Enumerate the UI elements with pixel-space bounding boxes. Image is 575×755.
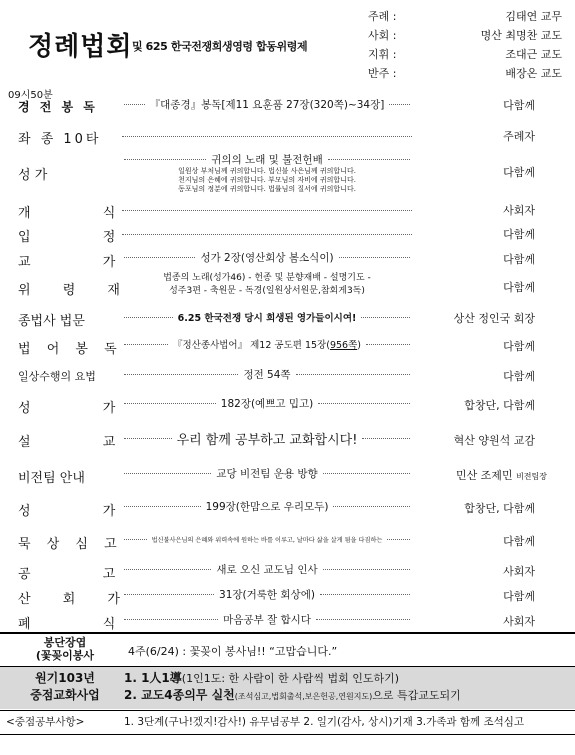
role-row <box>368 46 568 65</box>
program-content: 법신불사은님의 은혜와 위력속에 원하는 바를 이루고, 날마다 삶을 살게 됨을 다짐하는 <box>151 536 383 544</box>
program-label: 공 고 <box>18 567 150 582</box>
start-time: 09시50분 <box>8 90 53 101</box>
program-content: 182장(예쁘고 밉고) <box>220 397 314 410</box>
study-text: 1. 3단계(구나!겠지!감사!) 유무념공부 2. 일기(감사, 상시)기재 3.가족과 함께 조석심고 <box>124 716 525 728</box>
page-subtitle: 및 625 한국전쟁희생영령 합동위령제 <box>132 40 308 53</box>
program-performer: 다함께 <box>503 590 535 603</box>
program-row <box>0 124 575 146</box>
program-row <box>0 609 575 631</box>
program-row <box>0 364 575 386</box>
program-performer: 다함께 <box>503 228 535 241</box>
divider <box>0 710 575 711</box>
role-label: 주례 : <box>368 10 397 23</box>
program-row <box>0 584 575 606</box>
project-items <box>124 670 461 705</box>
program-row <box>0 393 575 415</box>
program-label: 성 가 <box>18 401 150 416</box>
program-performer: 민산 조제민 비전팀장 <box>455 469 547 482</box>
program-performer: 사회자 <box>503 204 535 217</box>
program-content-line: 동포님의 정분에 귀의합니다. 법률님의 질서에 귀의합니다. <box>178 185 356 193</box>
program-row <box>0 247 575 269</box>
program-label: 위 령 재 <box>18 283 134 298</box>
program-label: 개 식 <box>18 206 150 221</box>
program-performer: 다함께 <box>503 370 535 383</box>
program-row <box>0 198 575 220</box>
program-row <box>0 463 575 485</box>
program-content: 우리 함께 공부하고 교화합시다! <box>176 432 358 448</box>
program-label: 법 어 봉 독 <box>18 342 123 357</box>
program-label: 비전팀 안내 <box>18 471 85 486</box>
program-label: 묵 상 심 고 <box>18 537 123 552</box>
program-row <box>0 334 575 356</box>
role-name: 명산 최명찬 교도 <box>480 29 562 42</box>
program-label: 성 가 <box>18 168 48 183</box>
program-label: 일상수행의 요법 <box>18 370 96 383</box>
program-label: 폐 식 <box>18 617 150 632</box>
program-row <box>0 559 575 581</box>
program-content: 199장(한맘으로 우리모두) <box>205 500 329 513</box>
role-label: 사회 : <box>368 29 397 42</box>
role-label: 반주 : <box>368 67 397 80</box>
program-content: 31장(거룩한 회상에) <box>219 588 315 601</box>
program-content: 성가 2장(영산회상 봄소식이) <box>200 251 334 264</box>
program-row <box>0 496 575 518</box>
program-content-line: 법종의 노래(성가46) - 헌종 및 분향재배 - 설명기도 - <box>163 273 371 283</box>
program-label: 경 전 봉 독 <box>18 100 98 114</box>
program-content: 6.25 한국전쟁 당시 희생된 영가들이시여! <box>177 313 357 324</box>
program-row <box>0 529 575 551</box>
program-row <box>0 427 575 451</box>
study-label: <중점공부사항> <box>6 716 85 728</box>
program-performer: 주례자 <box>503 130 535 143</box>
program-performer: 혁산 양원석 교감 <box>453 434 535 447</box>
program-content: 『대종경』봉독[제11 요훈품 27장(320쪽)~34장] <box>149 98 385 111</box>
officiant-list <box>368 8 568 84</box>
program-label: 좌 종 10타 <box>18 132 102 147</box>
program-performer: 다함께 <box>503 535 535 548</box>
program-content: 교당 비전팀 운용 방향 <box>216 467 318 480</box>
program-label: 산 회 가 <box>18 592 134 607</box>
project-label: 원기103년 중점교화사업 <box>30 671 100 702</box>
program-content: 새로 오신 교도님 인사 <box>216 563 318 576</box>
program-performer: 사회자 <box>503 615 535 628</box>
role-name: 조대근 교도 <box>505 48 562 61</box>
program-label: 입 정 <box>18 230 150 245</box>
program-label: 종법사 법문 <box>18 314 85 329</box>
program-content: 마음공부 잘 합시다 <box>223 613 311 626</box>
project-item: 1. 1人1導(1인1도: 한 사람이 한 사람씩 법회 인도하기) <box>124 671 400 685</box>
program-performer: 다함께 <box>503 253 535 266</box>
program-content-line: 일원상 부처님께 귀의합니다. 법신불 사은님께 귀의합니다. <box>178 167 356 175</box>
program-row <box>0 94 575 116</box>
program-content: 『정산종사법어』 제12 공도편 15장(956쪽) <box>173 340 361 351</box>
program-label: 교 가 <box>18 255 150 270</box>
service-text: 4주(6/24) : 꽃꽂이 봉사님!! “고맙습니다.” <box>128 645 338 658</box>
program-label: 설 교 <box>18 435 150 450</box>
program-performer: 다함께 <box>503 99 535 112</box>
program-row <box>0 307 575 329</box>
program-performer: 다함께 <box>503 340 535 353</box>
program-performer: 합창단, 다함께 <box>464 399 535 412</box>
divider <box>0 632 575 634</box>
program-content-title: 귀의의 노래 및 불전헌배 <box>211 154 323 166</box>
program-row <box>0 222 575 244</box>
role-row <box>368 8 568 27</box>
page-title: 정례법회 <box>28 32 133 62</box>
program-content-line: 천지님의 은혜에 귀의합니다. 부모님의 자비에 귀의합니다. <box>178 176 356 184</box>
service-label: 봉단장엽 (꽃꽂이봉사 <box>35 636 95 662</box>
program-content: 정전 54쪽 <box>243 368 291 381</box>
program-performer: 사회자 <box>503 565 535 578</box>
role-name: 김태연 교무 <box>505 10 562 23</box>
role-row <box>368 65 568 84</box>
divider <box>0 734 575 735</box>
program-performer: 상산 정인국 회장 <box>453 312 535 325</box>
role-name: 배장온 교도 <box>505 67 562 80</box>
program-performer: 다함께 <box>503 281 535 294</box>
program-label: 성 가 <box>18 504 150 519</box>
role-label: 지휘 : <box>368 48 397 61</box>
program-performer: 다함께 <box>503 166 535 179</box>
program-row <box>0 272 575 302</box>
project-item: 2. 교도4종의무 실천(조석심고,법회출석,보은헌공,연원지도)으로 특갑교도되기 <box>124 688 461 702</box>
program-row <box>0 152 575 192</box>
role-row <box>368 27 568 46</box>
program-performer: 합창단, 다함께 <box>464 502 535 515</box>
program-content-line: 성주3편 - 축원문 - 독경(일원상서원문,참회게3독) <box>169 286 365 296</box>
